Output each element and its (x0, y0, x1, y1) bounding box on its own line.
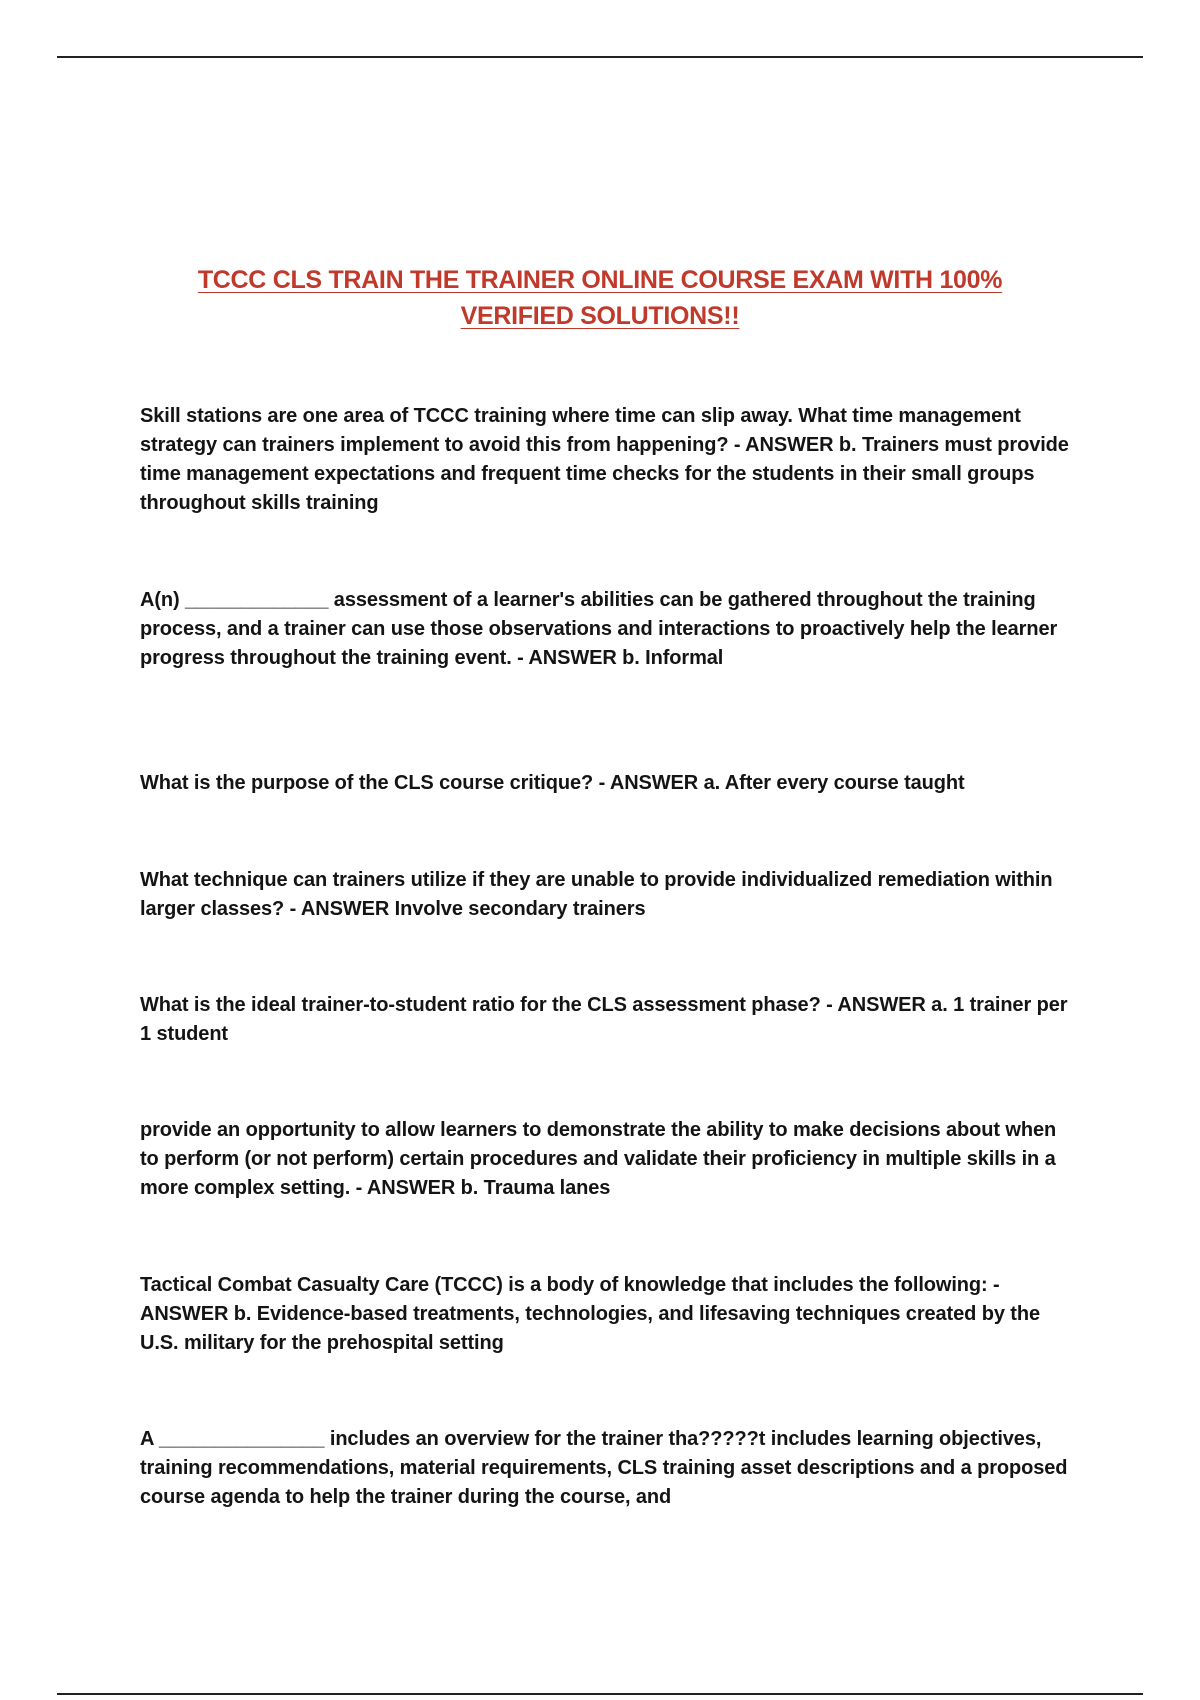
title-line-2: VERIFIED SOLUTIONS!! (460, 302, 740, 330)
qa-item-8: A _______________ includes an overview for the trainer tha?????t includes learning objectives, training recommendations, material requirements, CLS training asset descriptions and a proposed course agenda to help the trainer during the course, and (140, 1428, 1068, 1508)
footer-rule (57, 1693, 1143, 1695)
qa-item-6: provide an opportunity to allow learners to demonstrate the ability to make decisions about when to perform (or not perform) certain procedures and validate their proficiency in multiple skills in a more complex setting. - ANSWER b. Trauma lanes (140, 1119, 1057, 1199)
qa-item-5: What is the ideal trainer-to-student ratio for the CLS assessment phase? - ANSWER a. 1 trainer per 1 student (140, 994, 1068, 1045)
qa-item-1: Skill stations are one area of TCCC training where time can slip away. What time management strategy can trainers implement to avoid this from happening? - ANSWER b. Trainers must provide time management expectations and frequent time checks for the students in their small groups throughout skills training (140, 405, 1069, 514)
document-title (130, 262, 1070, 334)
title-line-1: TCCC CLS TRAIN THE TRAINER ONLINE COURSE EXAM WITH 100% (197, 266, 1003, 294)
qa-item-3: What is the purpose of the CLS course critique? - ANSWER a. After every course taught (140, 772, 965, 794)
qa-item-7: Tactical Combat Casualty Care (TCCC) is a body of knowledge that includes the following: - ANSWER b. Evidence-based treatments, technologies, and lifesaving techniques created by the U.S. military for the prehospital setting (140, 1274, 1041, 1354)
header-rule (57, 56, 1143, 58)
qa-item-4: What technique can trainers utilize if they are unable to provide individualized remediation within larger classes? - ANSWER Involve secondary trainers (140, 869, 1053, 920)
qa-item-2: A(n) _____________ assessment of a learner's abilities can be gathered throughout the training process, and a trainer can use those observations and interactions to proactively help the learner progress throughout the training event. - ANSWER b. Informal (140, 589, 1058, 669)
